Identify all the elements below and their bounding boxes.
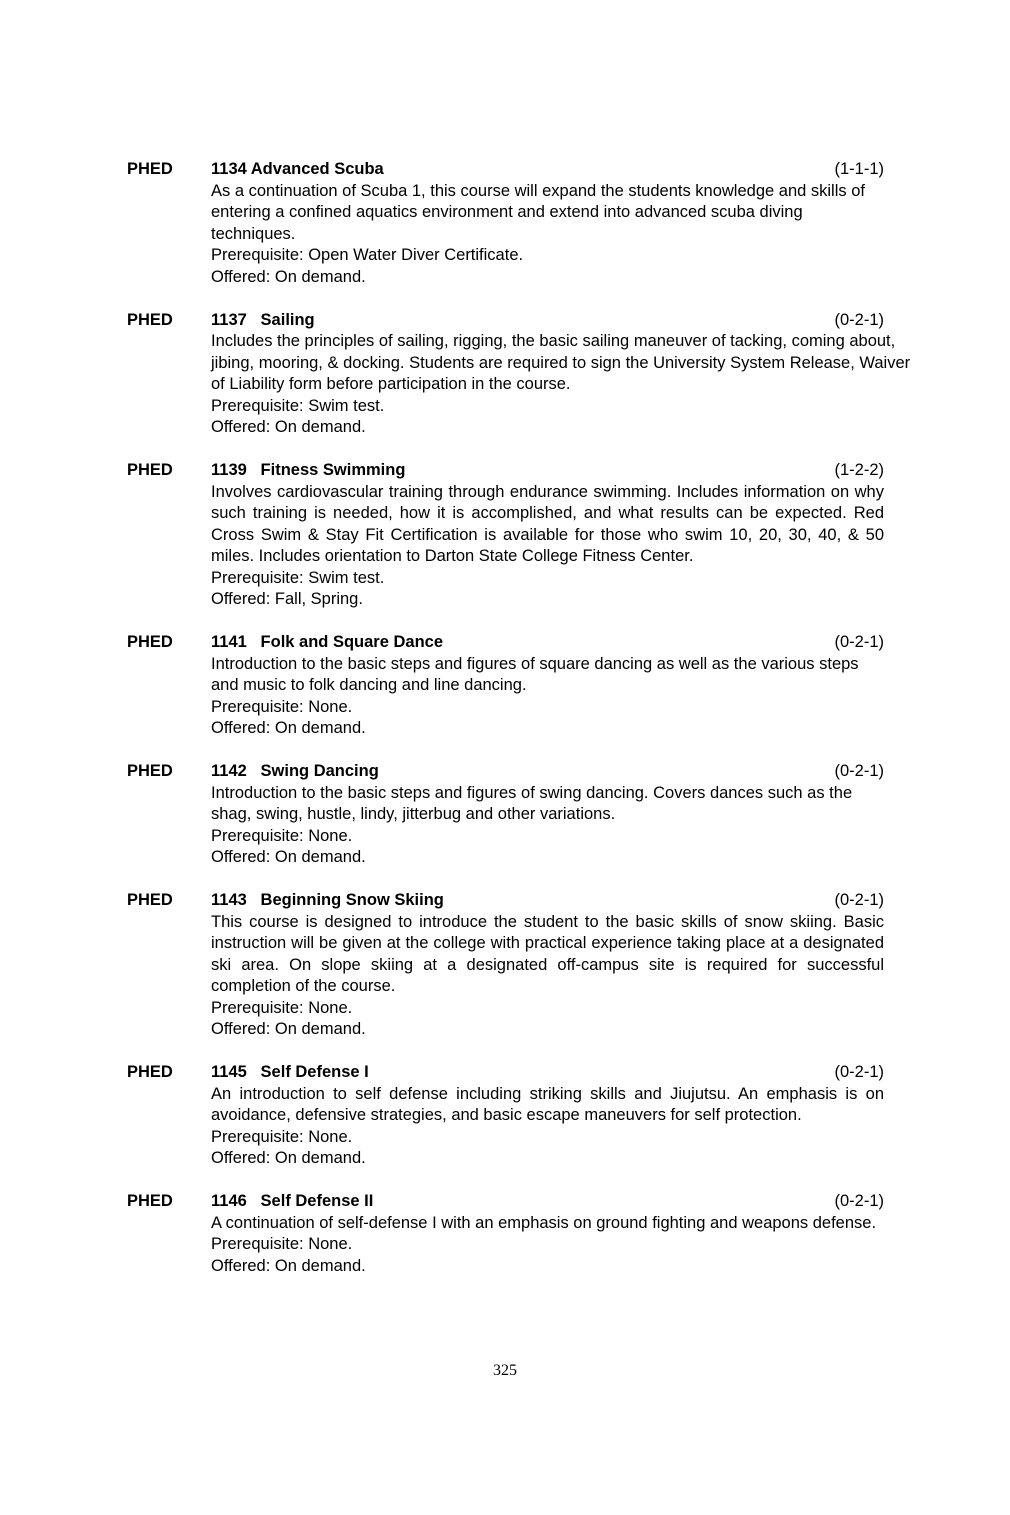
course-credits: (0-2-1)	[834, 633, 884, 651]
course-description: A continuation of self-defense I with an emphasis on ground fighting and weapons defense.	[211, 1213, 877, 1232]
course-credits: (1-1-1)	[834, 160, 884, 178]
course-description: Introduction to the basic steps and figures of swing dancing. Covers dances such as the shag, swing, hustle, lindy, jitterbug and other variations.	[211, 783, 853, 823]
course-description: Involves cardiovascular training through endurance swimming. Includes information on why such training is needed, how it is accomplished, and what results can be expected. Red Cross Swim & Stay Fit Certification is available for those who swim 10, 20, 30, 40, & 50 miles. Includes orientation to Darton State College Fitness Center.	[211, 482, 884, 565]
course-description: Introduction to the basic steps and figures of square dancing as well as the various steps and music to folk dancing and line dancing.	[211, 654, 859, 694]
course-department: PHED	[127, 891, 173, 909]
course-entry	[0, 890, 1010, 1041]
course-prerequisite: Prerequisite: Open Water Diver Certificate.	[211, 246, 524, 264]
course-prerequisite: Prerequisite: Swim test.	[211, 396, 385, 415]
course-title: 1139 Fitness Swimming	[211, 461, 406, 479]
course-title: 1142 Swing Dancing	[211, 762, 379, 780]
course-prerequisite: Prerequisite: Swim test.	[211, 568, 385, 587]
course-list	[0, 159, 1010, 1299]
course-department: PHED	[127, 310, 173, 329]
course-header	[211, 310, 884, 332]
course-header	[211, 460, 884, 482]
course-entry	[0, 1191, 1010, 1277]
course-offered: Offered: On demand.	[211, 418, 366, 436]
course-offered: Offered: On demand.	[211, 267, 366, 286]
course-prerequisite: Prerequisite: None.	[211, 826, 353, 845]
course-prerequisite: Prerequisite: None.	[211, 697, 353, 716]
course-prerequisite: Prerequisite: None.	[211, 1235, 353, 1253]
course-department: PHED	[127, 160, 173, 178]
course-title: 1134 Advanced Scuba	[211, 160, 384, 178]
course-description: Includes the principles of sailing, rigging, the basic sailing maneuver of tacking, coming about, jibing, mooring, & docking. Students are required to sign the University System Release, Waiver of Liability form before participation in the course.	[211, 332, 911, 393]
course-offered: Offered: Fall, Spring.	[211, 590, 363, 608]
course-department: PHED	[127, 461, 173, 479]
course-prerequisite: Prerequisite: None.	[211, 1127, 353, 1146]
course-header	[211, 159, 884, 181]
course-credits: (0-2-1)	[834, 1192, 884, 1210]
course-header	[211, 632, 884, 654]
course-entry	[0, 159, 1010, 288]
course-offered: Offered: On demand.	[211, 1149, 366, 1167]
course-offered: Offered: On demand.	[211, 1256, 366, 1275]
course-offered: Offered: On demand.	[211, 719, 366, 737]
course-description: An introduction to self defense including striking skills and Jiujutsu. An emphasis is on avoidance, defensive strategies, and basic escape maneuvers for self protection.	[211, 1084, 884, 1124]
course-department: PHED	[127, 1063, 173, 1081]
course-credits: (0-2-1)	[834, 762, 884, 780]
course-title: 1146 Self Defense II	[211, 1192, 374, 1210]
course-credits: (0-2-1)	[834, 1063, 884, 1081]
course-title: 1143 Beginning Snow Skiing	[211, 891, 444, 909]
course-header	[211, 1062, 884, 1084]
course-prerequisite: Prerequisite: None.	[211, 998, 353, 1017]
course-title: 1137 Sailing	[211, 310, 315, 329]
course-department: PHED	[127, 633, 173, 651]
course-title: 1145 Self Defense I	[211, 1063, 369, 1081]
course-entry	[0, 761, 1010, 869]
course-header	[211, 1191, 884, 1213]
course-department: PHED	[127, 762, 173, 780]
course-title: 1141 Folk and Square Dance	[211, 633, 444, 651]
course-description: This course is designed to introduce the student to the basic skills of snow skiing. Basic instruction will be given at the college with practical experience taking place at a designated ski area. On slope skiing at a designated off-campus site is required for successful completion of the course.	[211, 912, 884, 995]
course-header	[211, 761, 884, 783]
course-header	[211, 890, 884, 912]
course-credits: (1-2-2)	[834, 461, 884, 479]
course-entry	[0, 310, 1010, 439]
course-credits: (0-2-1)	[834, 891, 884, 909]
course-entry	[0, 460, 1010, 611]
course-offered: Offered: On demand.	[211, 1020, 366, 1038]
course-credits: (0-2-1)	[834, 310, 884, 329]
course-entry	[0, 1062, 1010, 1170]
course-offered: Offered: On demand.	[211, 848, 366, 866]
course-department: PHED	[127, 1192, 173, 1210]
page-number: 325	[493, 1362, 517, 1379]
course-entry	[0, 632, 1010, 740]
course-description: As a continuation of Scuba 1, this course will expand the students knowledge and skills of entering a confined aquatics environment and extend into advanced scuba diving techniques.	[211, 181, 865, 243]
